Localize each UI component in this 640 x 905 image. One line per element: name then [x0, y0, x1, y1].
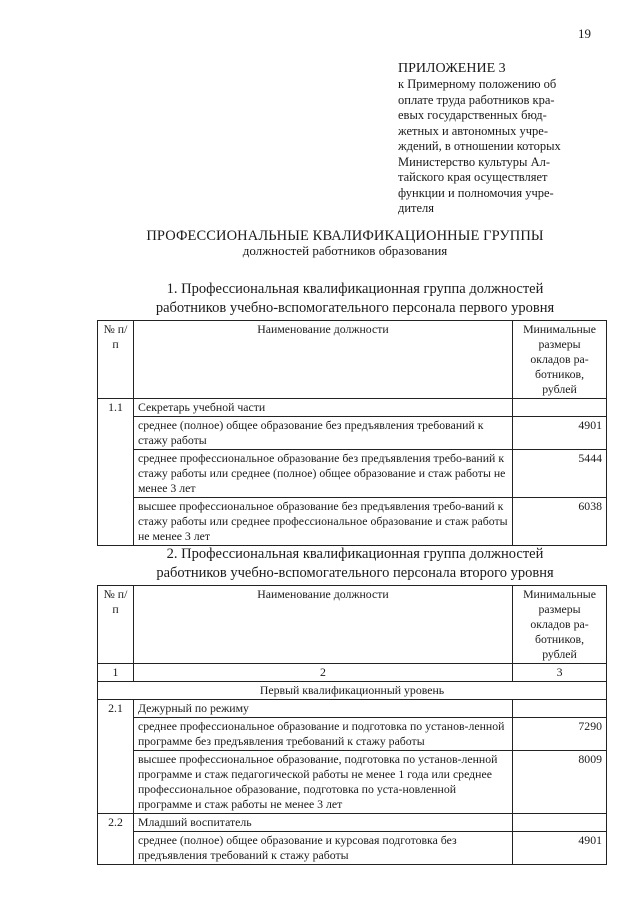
header-salary: Минимальные размеры окладов ра-ботников, рублей [513, 321, 607, 399]
requirement-text: среднее (полное) общее образование без предъявления требований к стажу работы [133, 417, 512, 450]
position-name: Младший воспитатель [133, 814, 512, 832]
table-row [98, 718, 607, 751]
appendix-line: ждений, в отношении которых [398, 139, 561, 153]
column-number: 3 [513, 664, 607, 682]
requirement-text: среднее профессиональное образование без предъявления требо-ваний к стажу работы или среднее (полное) общее образование и стаж работы не менее 3 лет [133, 450, 512, 498]
document-subtitle: должностей работников образования [242, 243, 448, 258]
document-title: ПРОФЕССИОНАЛЬНЫЕ КВАЛИФИКАЦИОННЫЕ ГРУППЫ [146, 228, 544, 244]
requirement-text: высшее профессиональное образование, подготовка по установ-ленной программе и стаж педагогической работы не менее 1 года или среднее профессиональное образование, подготовка по уста-новленной программе и стаж работы не менее 3 лет [133, 751, 512, 814]
position-name: Секретарь учебной части [133, 399, 512, 417]
appendix-heading: ПРИЛОЖЕНИЕ 3 [398, 61, 506, 76]
appendix-line: функции и полномочия учре- [398, 185, 554, 200]
section-1-title [110, 280, 600, 318]
appendix-line: евых государственных бюд- [398, 108, 547, 122]
table-row [98, 399, 607, 417]
salary-value: 8009 [513, 751, 607, 814]
section-title-line: работников учебно-вспомогательного персонала второго уровня [156, 565, 554, 581]
table-row [98, 450, 607, 498]
requirement-text: высшее профессиональное образование без предъявления требо-ваний к стажу работы или среднее профессиональное образование и стаж работы не менее 3 лет [133, 498, 512, 546]
table-row [98, 417, 607, 450]
salary-value: 4901 [513, 417, 607, 450]
table-row [98, 814, 607, 832]
table-header-row [98, 586, 607, 664]
appendix-line: Министерство культуры Ал- [398, 154, 551, 169]
appendix-line: оплате труда работников кра- [398, 92, 555, 107]
header-num: № п/п [98, 321, 134, 399]
table-row [98, 751, 607, 814]
table-header-row [98, 321, 607, 399]
appendix-line: к Примерному положению об [398, 77, 557, 91]
header-name: Наименование должности [133, 321, 512, 399]
table-row [98, 832, 607, 865]
salary-value: 7290 [513, 718, 607, 751]
row-number: 1.1 [98, 399, 134, 546]
appendix-block [398, 60, 610, 217]
appendix-line: жетных и автономных учре- [398, 123, 549, 138]
header-salary: Минимальные размеры окладов ра-ботников, рублей [513, 586, 607, 664]
section-title-line: работников учебно-вспомогательного персонала первого уровня [155, 300, 555, 316]
table-row [98, 700, 607, 718]
requirement-text: среднее (полное) общее образование и курсовая подготовка без предъявления требований к стажу работы [133, 832, 512, 865]
page-number: 19 [578, 26, 591, 41]
header-name: Наименование должности [133, 586, 512, 664]
section-title-line: 2. Профессиональная квалификационная группа должностей [166, 546, 544, 562]
salary-value: 4901 [513, 832, 607, 865]
section-title-line: 1. Профессиональная квалификационная группа должностей [166, 281, 544, 297]
position-name: Дежурный по режиму [133, 700, 512, 718]
requirement-text: среднее профессиональное образование и подготовка по установ-ленной программе без предъявления требований к стажу работы [133, 718, 512, 751]
section-1-table [97, 320, 607, 546]
column-number: 1 [98, 664, 134, 682]
qualification-level: Первый квалификационный уровень [98, 682, 607, 700]
appendix-line: дителя [398, 201, 435, 215]
salary-value: 5444 [513, 450, 607, 498]
column-number: 2 [133, 664, 512, 682]
level-row [98, 682, 607, 700]
table-row [98, 498, 607, 546]
header-num: № п/п [98, 586, 134, 664]
row-number: 2.1 [98, 700, 134, 814]
salary-value: 6038 [513, 498, 607, 546]
section-2-title [110, 545, 600, 583]
row-number: 2.2 [98, 814, 134, 865]
column-number-row [98, 664, 607, 682]
appendix-line: тайского края осуществляет [398, 170, 548, 184]
section-2-table [97, 585, 607, 865]
